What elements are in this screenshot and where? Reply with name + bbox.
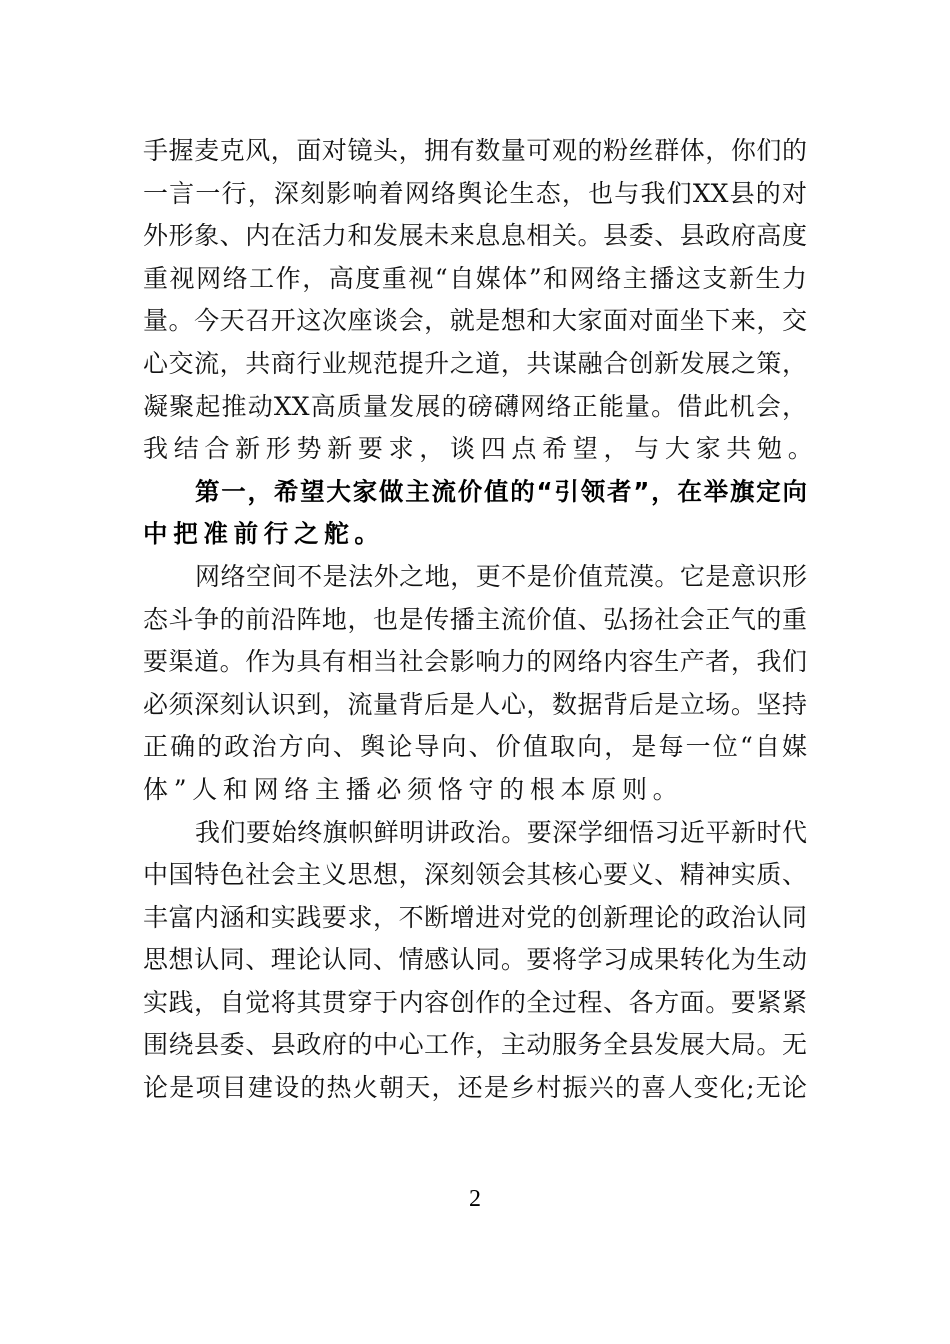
text-line: 要渠道。作为具有相当社会影响力的网络内容生产者，我们	[143, 647, 807, 677]
text-line: 论是项目建设的热火朝天，还是乡村振兴的喜人变化;无论	[143, 1073, 807, 1103]
text-line: 实践，自觉将其贯穿于内容创作的全过程、各方面。要紧紧	[143, 987, 807, 1017]
section-heading	[143, 471, 807, 556]
text-line: 正确的政治方向、舆论导向、价值取向，是每一位“自媒	[143, 732, 807, 762]
document-body	[143, 130, 819, 1110]
text-line: 一言一行，深刻影响着网络舆论生态，也与我们XX县的对	[143, 178, 807, 208]
paragraph-politics	[143, 812, 807, 1110]
heading-line: 第一，希望大家做主流价值的“引领者”，在举旗定向	[195, 476, 807, 506]
heading-line: 中把准前行之舵。	[143, 519, 385, 549]
text-line: 网络空间不是法外之地，更不是价值荒漠。它是意识形	[195, 561, 807, 591]
text-line: 丰富内涵和实践要求，不断增进对党的创新理论的政治认同	[143, 902, 807, 932]
text-line: 中国特色社会主义思想，深刻领会其核心要义、精神实质、	[143, 860, 807, 890]
text-line: 外形象、内在活力和发展未来息息相关。县委、县政府高度	[143, 221, 807, 251]
text-line: 心交流，共商行业规范提升之道，共谋融合创新发展之策，	[143, 348, 807, 378]
paragraph-network-space	[143, 556, 807, 812]
text-line: 态斗争的前沿阵地，也是传播主流价值、弘扬社会正气的重	[143, 604, 807, 634]
text-line: 凝聚起推动XX高质量发展的磅礴网络正能量。借此机会，	[143, 391, 807, 421]
text-line: 量。今天召开这次座谈会，就是想和大家面对面坐下来，交	[143, 306, 807, 336]
page-number: 2	[469, 1186, 481, 1212]
paragraph-intro	[143, 130, 819, 471]
text-line: 体”人和网络主播必须恪守的根本原则。	[143, 774, 684, 804]
text-line: 思想认同、理论认同、情感认同。要将学习成果转化为生动	[143, 945, 807, 975]
text-line: 我结合新形势新要求，谈四点希望，与大家共勉。	[143, 434, 819, 464]
text-line: 重视网络工作，高度重视“自媒体”和网络主播这支新生力	[143, 263, 807, 293]
text-line: 我们要始终旗帜鲜明讲政治。要深学细悟习近平新时代	[195, 817, 807, 847]
text-line: 手握麦克风，面对镜头，拥有数量可观的粉丝群体，你们的	[143, 136, 807, 165]
text-line: 必须深刻认识到，流量背后是人心，数据背后是立场。坚持	[143, 689, 807, 719]
text-line: 围绕县委、县政府的中心工作，主动服务全县发展大局。无	[143, 1030, 807, 1060]
